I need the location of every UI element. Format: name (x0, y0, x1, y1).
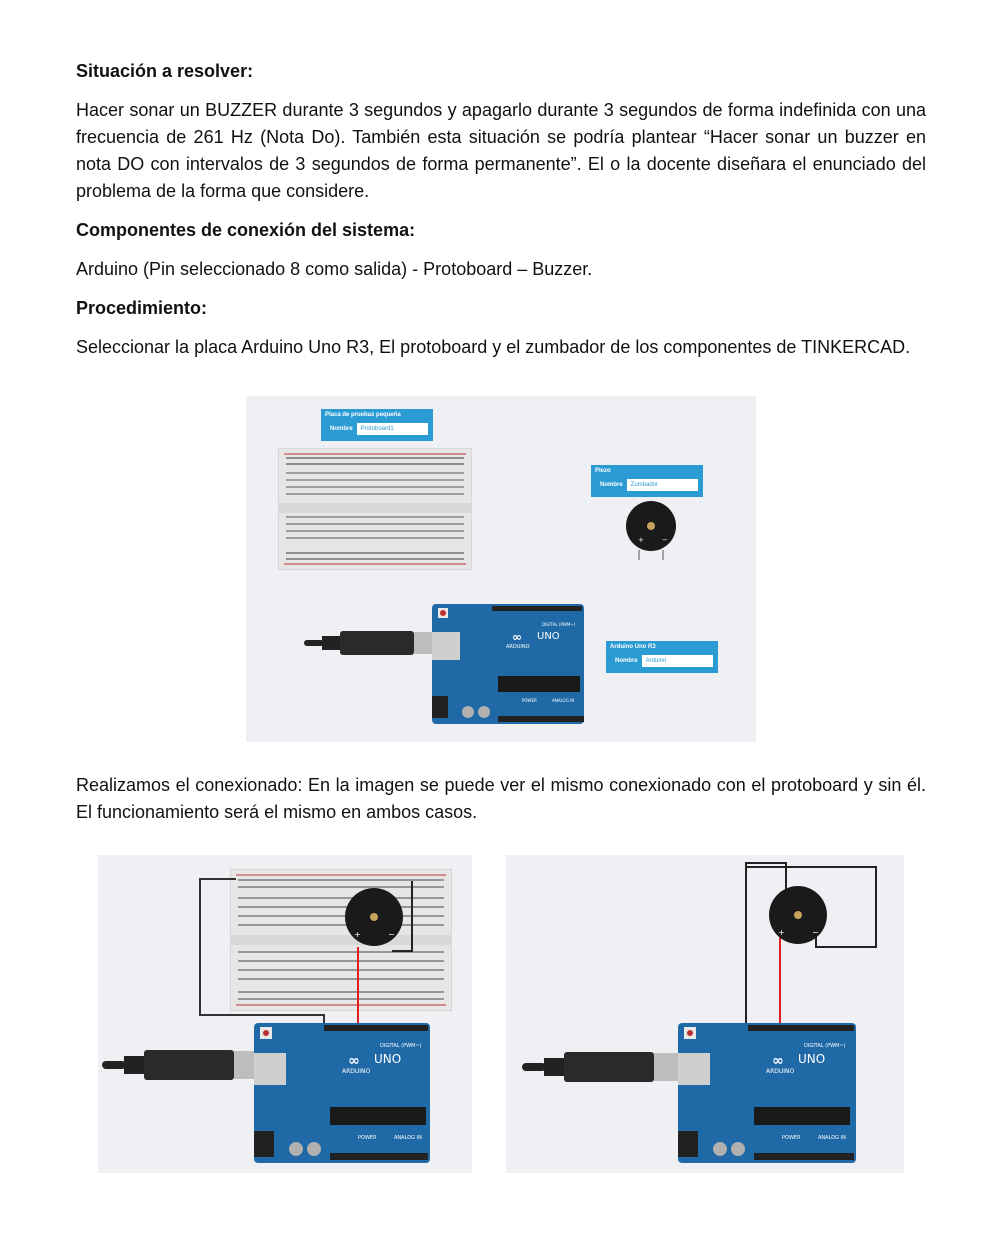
arduino-board (432, 604, 588, 726)
breadboard-name-tag: Placa de pruebas pequeña Nombre Protoboard1 (321, 409, 433, 441)
svg-text:ARDUINO: ARDUINO (342, 1068, 371, 1075)
buzzer-icon (624, 500, 678, 560)
buzzer-icon (768, 885, 828, 945)
arduino-board (678, 1023, 860, 1165)
paragraph-situacion: Hacer sonar un BUZZER durante 3 segundos y apagarlo durante 3 segundos de forma indefinida con una frecuencia de 261 Hz (Nota Do). También esta situación se podría plantear “Hacer sonar un buzzer en nota DO con intervalos de 3 segundos de forma permanente”. El o la docente diseñara el enunciado del problema de la forma que considere. (76, 100, 926, 201)
svg-text:ARDUINO: ARDUINO (766, 1068, 795, 1075)
svg-text:∞: ∞ (772, 1053, 784, 1069)
paragraph-conexionado: Realizamos el conexionado: En la imagen se puede ver el mismo conexionado con el protoboard y sin él. El funcionamiento será el mismo en ambos casos. (76, 775, 926, 822)
svg-text:POWER: POWER (522, 698, 537, 703)
svg-text:−: − (662, 536, 668, 544)
heading-situacion: Situación a resolver: (76, 61, 254, 81)
svg-text:∞: ∞ (348, 1053, 360, 1069)
svg-text:DIGITAL (PWM~): DIGITAL (PWM~) (804, 1043, 846, 1049)
piezo-name-tag: Piezo Nombre Zumbador (591, 465, 703, 497)
svg-text:ANALOG IN: ANALOG IN (394, 1135, 422, 1141)
figure-with-protoboard (98, 855, 472, 1173)
usb-cable (102, 1047, 272, 1083)
svg-text:+: + (354, 930, 361, 939)
heading-procedimiento: Procedimiento: (76, 298, 208, 318)
svg-text:+: + (778, 928, 785, 937)
usb-cable (522, 1049, 694, 1085)
buzzer-icon (344, 887, 404, 947)
svg-text:DIGITAL (PWM~): DIGITAL (PWM~) (380, 1043, 422, 1049)
svg-text:DIGITAL (PWM~): DIGITAL (PWM~) (542, 622, 576, 627)
figure-components (246, 396, 756, 742)
svg-text:∞: ∞ (512, 630, 522, 644)
arduino-name-tag: Arduino Uno R3 Nombre Arduino (606, 641, 718, 673)
svg-text:ANALOG IN: ANALOG IN (818, 1135, 846, 1141)
svg-text:POWER: POWER (358, 1135, 377, 1141)
svg-text:UNO: UNO (374, 1052, 402, 1066)
svg-text:−: − (388, 930, 395, 939)
svg-text:UNO: UNO (798, 1052, 826, 1066)
breadboard (278, 448, 472, 570)
svg-text:+: + (638, 536, 644, 544)
figure-without-protoboard (506, 855, 904, 1173)
svg-text:ANALOG IN: ANALOG IN (552, 698, 575, 703)
board-logo: UNO (537, 631, 560, 642)
svg-text:ARDUINO: ARDUINO (506, 644, 530, 650)
paragraph-componentes: Arduino (Pin seleccionado 8 como salida) - Protoboard – Buzzer. (76, 259, 593, 279)
paragraph-procedimiento: Seleccionar la placa Arduino Uno R3, El protoboard y el zumbador de los componentes de TINKERCAD. (76, 337, 911, 357)
document-page (76, 58, 926, 361)
usb-cable (304, 628, 444, 658)
arduino-board (254, 1023, 434, 1165)
svg-text:−: − (812, 928, 819, 937)
heading-componentes: Componentes de conexión del sistema: (76, 220, 416, 240)
svg-text:POWER: POWER (782, 1135, 801, 1141)
